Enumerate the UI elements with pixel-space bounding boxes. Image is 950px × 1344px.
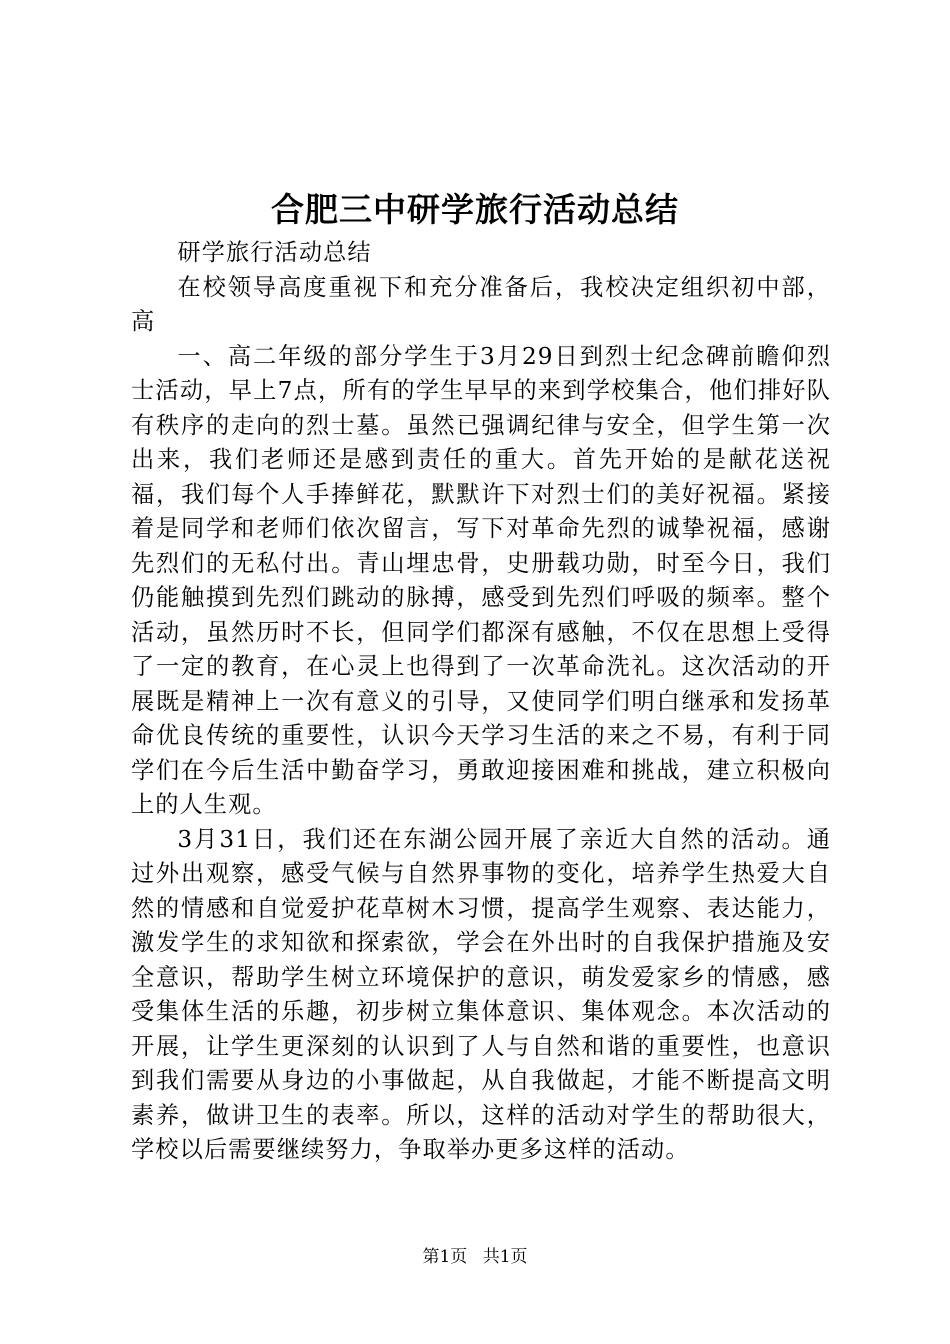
- paragraph-martyrs-activity: 一、高二年级的部分学生于3月29日到烈士纪念碑前瞻仰烈士活动，早上7点，所有的学生早早的来到学校集合，他们排好队有秩序的走向的烈士墓。虽然已强调纪律与安全，但学生第一次出来，我们老师还是感到责任的重大。首先开始的是献花送祝福，我们每个人手捧鲜花，默默许下对烈士们的美好祝福。紧接着是同学和老师们依次留言，写下对革命先烈的诚挚祝福，感谢先烈们的无私付出。青山埋忠骨，史册载功勋，时至今日，我们仍能触摸到先烈们跳动的脉搏，感受到先烈们呼吸的频率。整个活动，虽然历时不长，但同学们都深有感触，不仅在思想上受得了一定的教育，在心灵上也得到了一次革命洗礼。这次活动的开展既是精神上一次有意义的引导，又使同学们明白继承和发扬革命优良传统的重要性，认识今天学习生活的来之不易，有利于同学们在今后生活中勤奋学习，勇敢迎接困难和挑战，建立积极向上的人生观。: [131, 342, 831, 818]
- paragraph-intro: 在校领导高度重视下和充分准备后，我校决定组织初中部，高: [131, 273, 831, 335]
- document-title: 合肥三中研学旅行活动总结: [271, 190, 679, 229]
- page-footer: [0, 1245, 950, 1269]
- paragraph-nature-activity: 3月31日，我们还在东湖公园开展了亲近大自然的活动。通过外出观察，感受气候与自然界事物的变化，培养学生热爱大自然的情感和自觉爱护花草树木习惯，提高学生观察、表达能力，激发学生的求知欲和探索欲，学会在外出时的自我保护措施及安全意识，帮助学生树立环境保护的意识，萌发爱家乡的情感，感受集体生活的乐趣，初步树立集体意识、集体观念。本次活动的开展，让学生更深刻的认识到了人与自然和谐的重要性，也意识到我们需要从身边的小事做起，从自我做起，才能不断提高文明素养，做讲卫生的表率。所以，这样的活动对学生的帮助很大，学校以后需要继续努力，争取举办更多这样的活动。: [131, 825, 831, 1163]
- page-total: 共1页: [482, 1247, 528, 1267]
- paragraph-subtitle: 研学旅行活动总结: [177, 239, 372, 266]
- document-body: [131, 236, 831, 1168]
- page-number: 第1页: [422, 1247, 468, 1267]
